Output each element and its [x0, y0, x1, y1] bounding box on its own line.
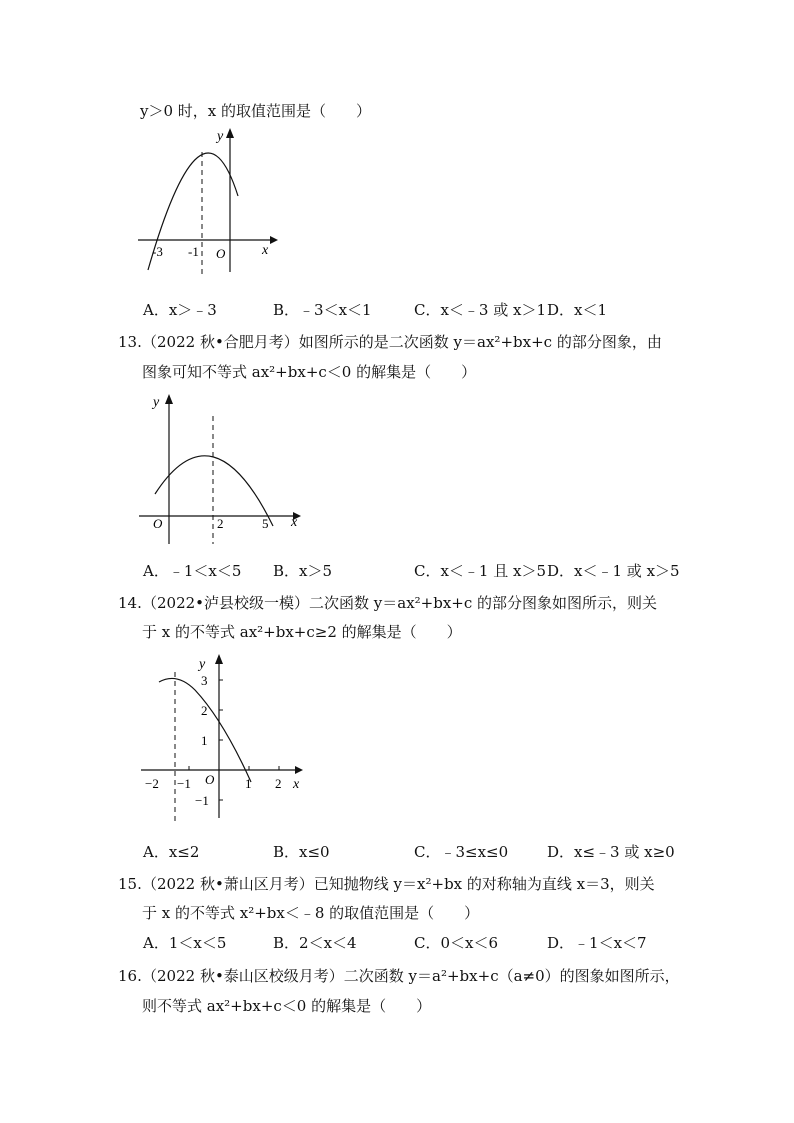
q14-origin: O [205, 772, 215, 787]
q15-option-a: A．1＜x＜5 [143, 934, 227, 952]
q13-option-b: B．x＞5 [273, 562, 333, 580]
q15-option-c: C．0＜x＜6 [414, 934, 499, 952]
q14-y-label: y [199, 657, 206, 672]
q14-graph [135, 650, 310, 825]
q13-line2: 图象可知不等式 ax²+bx+c＜0 的解集是（ ） [142, 363, 477, 381]
q13-line1: （2022 秋•合肥月考）如图所示的是二次函数 y＝ax²+bx+c 的部分图象，由 [142, 333, 662, 351]
q13-x-label: x [291, 515, 298, 530]
q13-tick-2: 2 [217, 516, 224, 531]
q14-xtick-neg2: −2 [145, 776, 159, 791]
q12-option-d: D．x＜1 [547, 301, 608, 319]
q14-xtick-1: 1 [245, 776, 252, 791]
q12-tick-neg1: -1 [188, 244, 199, 259]
q15-line1: （2022 秋•萧山区月考）已知抛物线 y＝x²+bx 的对称轴为直线 x＝3，则关 [142, 875, 655, 893]
q14-option-c: C．﹣3≤x≤0 [414, 843, 509, 861]
q13-option-a: A．﹣1＜x＜5 [143, 562, 242, 580]
q16-number: 16. [118, 967, 142, 985]
q14-xtick-2: 2 [275, 776, 282, 791]
q14-line1: （2022•泸县校级一模）二次函数 y＝ax²+bx+c 的部分图象如图所示，则关 [142, 594, 658, 612]
q16-line2: 则不等式 ax²+bx+c＜0 的解集是（ ） [142, 997, 432, 1015]
q13-tick-5: 5 [262, 516, 269, 531]
q12-option-a: A．x＞﹣3 [143, 301, 217, 319]
q14-ytick-1: 1 [201, 733, 208, 748]
q14-ytick-3: 3 [201, 673, 208, 688]
q13-graph [135, 390, 310, 545]
q13-number: 13. [118, 333, 142, 351]
q12-option-b: B．﹣3＜x＜1 [273, 301, 372, 319]
q13-origin: O [153, 516, 163, 531]
q13-y-label: y [153, 395, 160, 410]
q12-option-c: C．x＜﹣3 或 x＞1 [414, 301, 547, 319]
q12-y-label: y [217, 129, 224, 144]
q12-stem-tail: y＞0 时，x 的取值范围是（ ） [140, 102, 372, 120]
q16-line1: （2022 秋•泰山区校级月考）二次函数 y＝a²+bx+c（a≠0）的图象如图所示， [142, 967, 680, 985]
q14-x-label: x [293, 777, 300, 792]
q14-option-d: D．x≤﹣3 或 x≥0 [547, 843, 675, 861]
q13-option-d: D．x＜﹣1 或 x＞5 [547, 562, 680, 580]
q15-option-d: D．﹣1＜x＜7 [547, 934, 647, 952]
q15-number: 15. [118, 875, 142, 893]
q14-option-b: B．x≤0 [273, 843, 330, 861]
q14-line2: 于 x 的不等式 ax²+bx+c≥2 的解集是（ ） [142, 623, 462, 641]
q12-tick-neg3: -3 [152, 244, 163, 259]
q14-ytick-neg1: −1 [195, 793, 209, 808]
q14-ytick-2: 2 [201, 703, 208, 718]
q14-number: 14. [118, 594, 142, 612]
q13-option-c: C．x＜﹣1 且 x＞5 [414, 562, 547, 580]
q12-origin: O [216, 246, 226, 261]
q15-line2: 于 x 的不等式 x²+bx＜﹣8 的取值范围是（ ） [142, 904, 480, 922]
q14-option-a: A．x≤2 [143, 843, 200, 861]
q12-x-label: x [262, 243, 269, 258]
q14-xtick-neg1: −1 [177, 776, 191, 791]
q15-option-b: B．2＜x＜4 [273, 934, 357, 952]
q12-graph [130, 122, 290, 277]
